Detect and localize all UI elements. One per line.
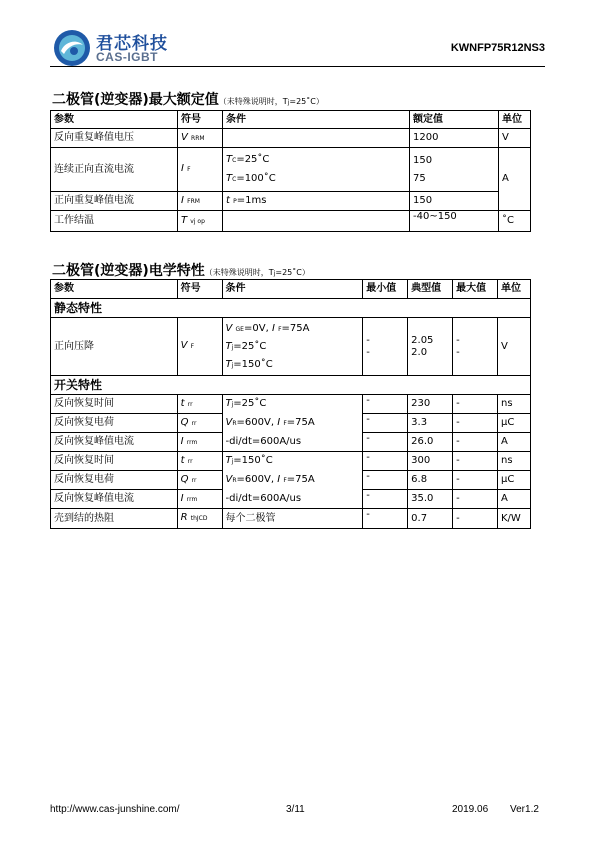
typ-cell: 230 xyxy=(408,395,453,414)
table-row xyxy=(51,452,531,471)
value-cell: 1200 xyxy=(410,129,499,148)
unit-cell: K/W xyxy=(497,509,530,529)
param-cell: 正向重复峰值电流 xyxy=(51,192,178,211)
unit-cell: V xyxy=(499,129,531,148)
section-note: （未特殊说明时，Tj=25˚C） xyxy=(218,97,324,106)
max-cell: - xyxy=(453,414,498,433)
condition-cell xyxy=(223,211,410,232)
max-ratings-table xyxy=(50,110,531,232)
param-cell: 反向恢复电荷 xyxy=(51,471,178,490)
table-row xyxy=(51,211,531,232)
value-cell: 150 xyxy=(410,192,499,211)
max-cell: - xyxy=(453,471,498,490)
footer-page-number: 3/11 xyxy=(286,804,305,815)
header-typ: 典型值 xyxy=(408,280,453,299)
table-row xyxy=(51,395,531,414)
table-row xyxy=(51,318,531,376)
switch-section-row xyxy=(51,376,531,395)
min-cell: - xyxy=(363,471,408,490)
symbol-cell: I rrm xyxy=(177,433,222,452)
param-cell: 反向恢复峰值电流 xyxy=(51,433,178,452)
symbol-cell: t rr xyxy=(177,452,222,471)
symbol-cell: T vj op xyxy=(178,211,223,232)
typ-cell: 6.8 xyxy=(408,471,453,490)
min-cell: - xyxy=(363,452,408,471)
param-cell: 连续正向直流电流 xyxy=(51,148,178,192)
condition-cell: Tj=25˚C VR=600V, I F=75A -di/dt=600A/us xyxy=(222,395,363,452)
logo-icon xyxy=(52,27,92,69)
header-condition: 条件 xyxy=(222,280,363,299)
section-title-text: 二极管(逆变器)最大额定值 xyxy=(52,92,219,108)
table-row xyxy=(51,509,531,529)
typ-cell: 0.7 xyxy=(408,509,453,529)
symbol-cell: I FRM xyxy=(178,192,223,211)
header-condition: 条件 xyxy=(223,111,410,129)
unit-cell: A xyxy=(497,433,530,452)
table-row xyxy=(51,192,531,211)
unit-cell: A xyxy=(499,148,531,211)
condition-cell: t P=1ms xyxy=(223,192,410,211)
param-cell: 反向恢复时间 xyxy=(51,452,178,471)
unit-cell: V xyxy=(497,318,530,376)
symbol-cell: I F xyxy=(178,148,223,192)
header-param: 参数 xyxy=(51,111,178,129)
header-max: 最大值 xyxy=(453,280,498,299)
unit-cell: μC xyxy=(497,471,530,490)
switch-section-title: 开关特性 xyxy=(51,376,531,395)
min-cell: - xyxy=(363,509,408,529)
header-value: 额定值 xyxy=(410,111,499,129)
param-cell: 工作结温 xyxy=(51,211,178,232)
static-section-title: 静态特性 xyxy=(51,299,531,318)
unit-cell: μC xyxy=(497,414,530,433)
param-cell: 反向恢复峰值电流 xyxy=(51,490,178,509)
max-cell: - xyxy=(453,490,498,509)
param-cell: 壳到结的热阻 xyxy=(51,509,178,529)
header-symbol: 符号 xyxy=(177,280,222,299)
footer-version: Ver1.2 xyxy=(510,804,539,815)
header-unit: 单位 xyxy=(497,280,530,299)
symbol-cell: V F xyxy=(177,318,222,376)
table-row xyxy=(51,129,531,148)
value-cell: -40~150 xyxy=(410,211,499,232)
condition-cell: V GE=0V, I F=75A Tj=25˚C Tj=150˚C xyxy=(222,318,363,376)
condition-cell: TC=25˚C TC=100˚C xyxy=(223,148,410,192)
unit-cell: ns xyxy=(497,452,530,471)
condition-cell: Tj=150˚C VR=600V, I F=75A -di/dt=600A/us xyxy=(222,452,363,509)
footer-date: 2019.06 xyxy=(452,804,489,815)
unit-cell: A xyxy=(497,490,530,509)
electrical-table xyxy=(50,279,531,529)
company-logo xyxy=(52,27,172,69)
section-title-electrical xyxy=(52,260,310,280)
value-cell: 150 75 xyxy=(410,148,499,192)
param-cell: 反向恢复时间 xyxy=(51,395,178,414)
max-cell: - xyxy=(453,509,498,529)
header-unit: 单位 xyxy=(499,111,531,129)
param-cell: 反向重复峰值电压 xyxy=(51,129,178,148)
typ-cell: 35.0 xyxy=(408,490,453,509)
symbol-cell: t rr xyxy=(177,395,222,414)
typ-cell: 3.3 xyxy=(408,414,453,433)
condition-cell: 每个二极管 xyxy=(222,509,363,529)
header-param: 参数 xyxy=(51,280,178,299)
symbol-cell: I rrm xyxy=(177,490,222,509)
symbol-cell: Q rr xyxy=(177,414,222,433)
symbol-cell: V RRM xyxy=(178,129,223,148)
max-cell: - xyxy=(453,433,498,452)
condition-cell xyxy=(223,129,410,148)
unit-cell: ˚C xyxy=(499,211,531,232)
logo-chinese-text: 君芯科技 xyxy=(96,34,168,54)
static-section-row xyxy=(51,299,531,318)
footer-url[interactable]: http://www.cas-junshine.com/ xyxy=(50,804,180,815)
table-row xyxy=(51,148,531,192)
typ-cell: 2.05 2.0 xyxy=(408,318,453,376)
param-cell: 反向恢复电荷 xyxy=(51,414,178,433)
min-cell: - xyxy=(363,490,408,509)
min-cell: - - xyxy=(363,318,408,376)
max-cell: - xyxy=(453,395,498,414)
table-header-row xyxy=(51,280,531,299)
header-min: 最小值 xyxy=(363,280,408,299)
param-cell: 正向压降 xyxy=(51,318,178,376)
symbol-cell: R thJCD xyxy=(177,509,222,529)
max-cell: - xyxy=(453,452,498,471)
model-number: KWNFP75R12NS3 xyxy=(450,42,545,54)
section-title-text: 二极管(逆变器)电学特性 xyxy=(52,263,205,279)
min-cell: - xyxy=(363,395,408,414)
header-symbol: 符号 xyxy=(178,111,223,129)
min-cell: - xyxy=(363,414,408,433)
max-cell: - - xyxy=(453,318,498,376)
unit-cell: ns xyxy=(497,395,530,414)
typ-cell: 26.0 xyxy=(408,433,453,452)
typ-cell: 300 xyxy=(408,452,453,471)
min-cell: - xyxy=(363,433,408,452)
section-title-max-ratings xyxy=(52,89,324,109)
header-divider xyxy=(50,66,545,67)
section-note: （未特殊说明时，Tj=25˚C） xyxy=(204,268,310,277)
table-header-row xyxy=(51,111,531,129)
symbol-cell: Q rr xyxy=(177,471,222,490)
logo-english-text: CAS-IGBT xyxy=(96,50,158,64)
